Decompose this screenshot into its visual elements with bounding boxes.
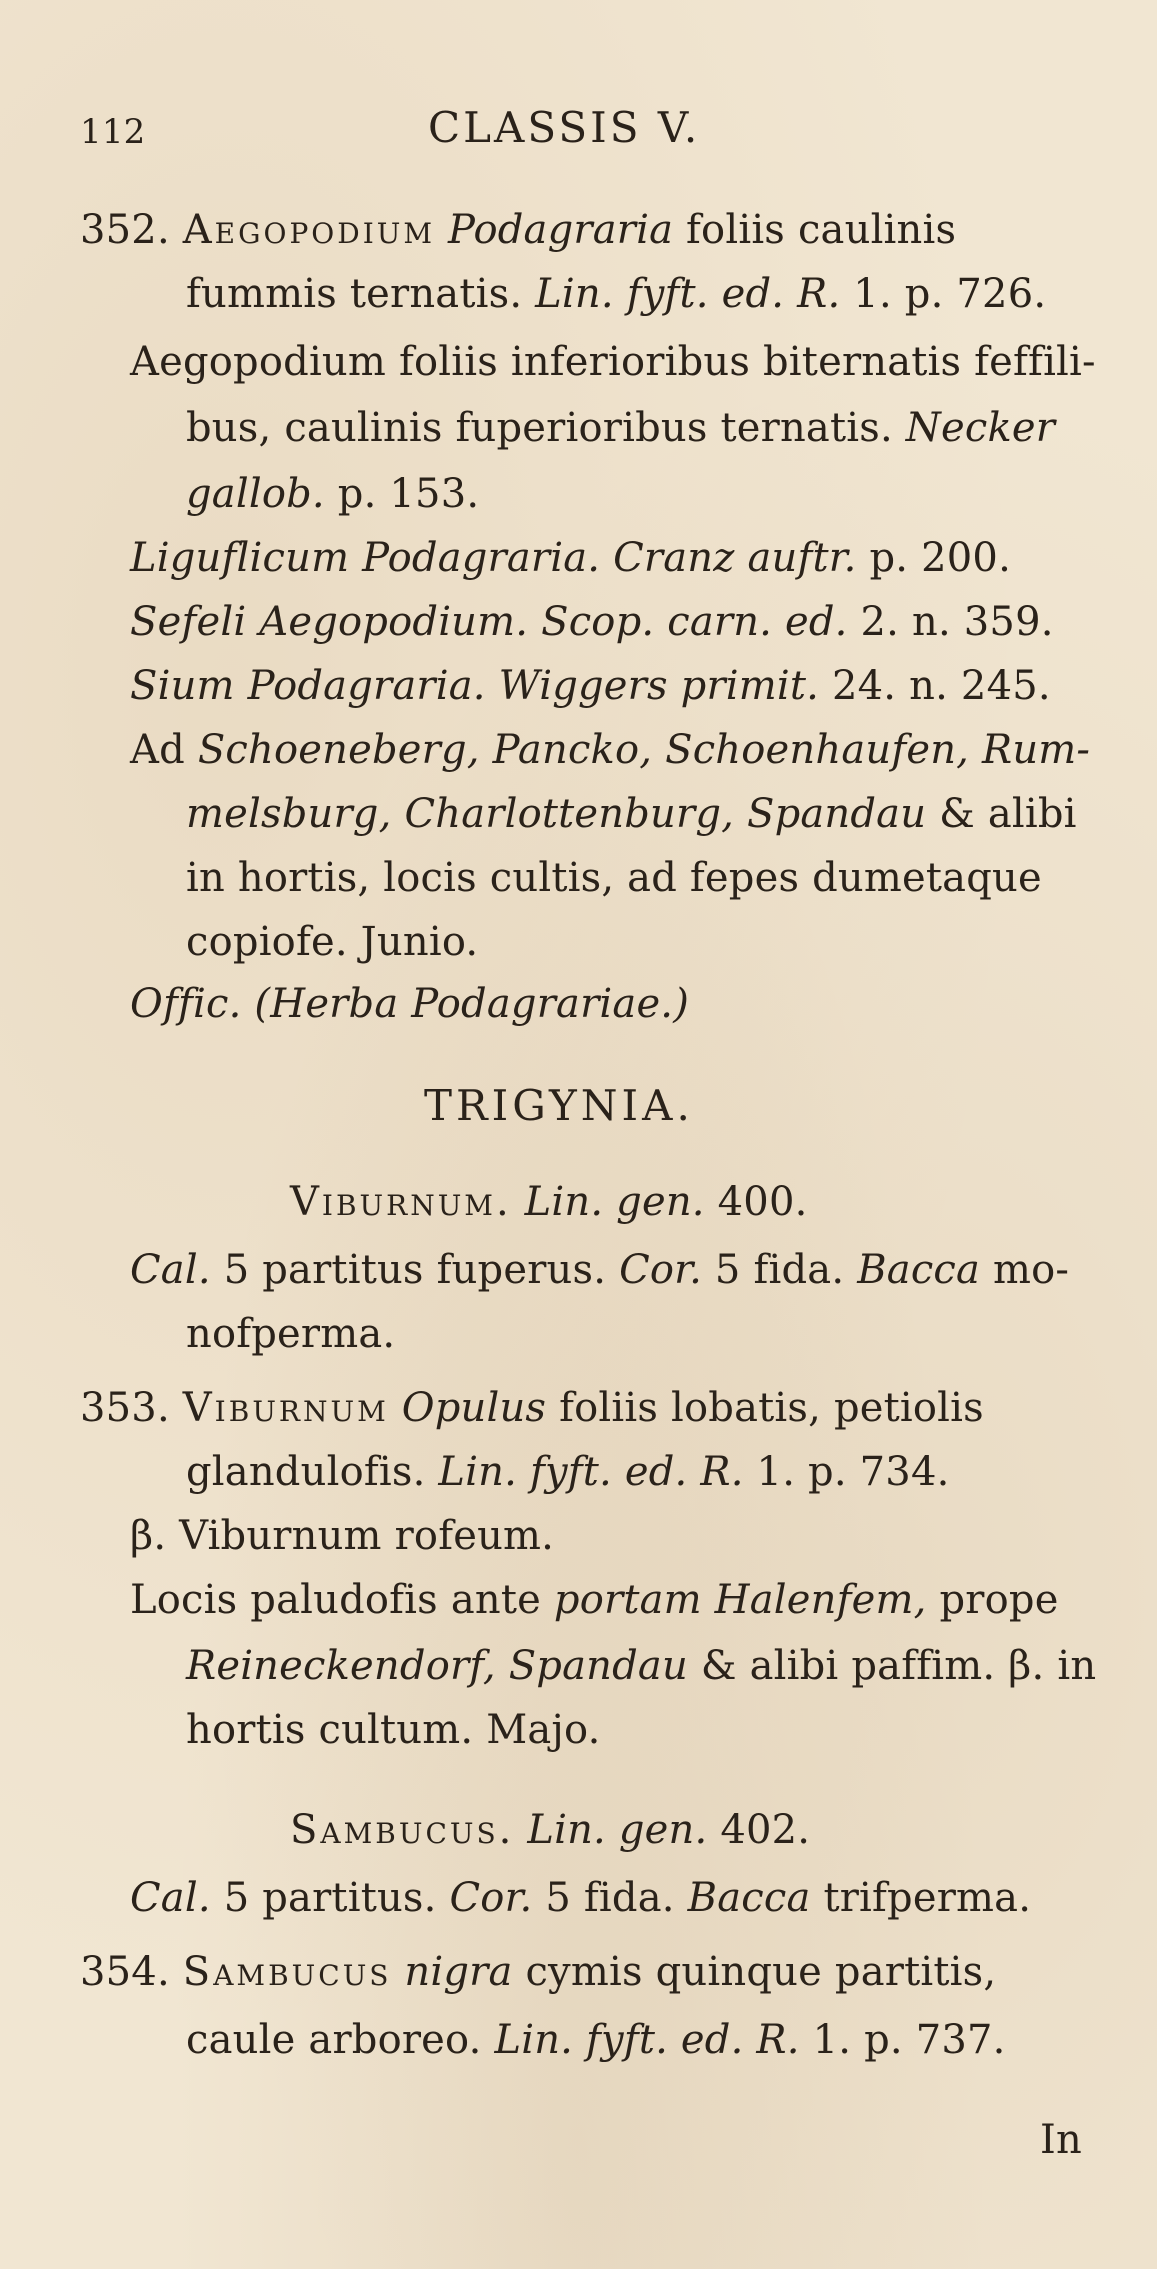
- catchword: In: [1040, 2117, 1082, 2163]
- reference: gallob.: [186, 471, 325, 517]
- text: caule arboreo.: [186, 2017, 482, 2063]
- text: glandulofis.: [186, 1449, 426, 1495]
- reference: Lin. fyft. ed. R.: [494, 2017, 800, 2063]
- synonym-1-line-2: [186, 404, 1055, 452]
- text: mo-: [993, 1247, 1070, 1293]
- reference-page: 1. p. 726.: [853, 271, 1047, 317]
- locality-353-line-1: [130, 1576, 1059, 1624]
- viburnum-character-line-1: [130, 1246, 1069, 1294]
- label: Bacca: [857, 1247, 981, 1293]
- text: 5 fida.: [714, 1247, 845, 1293]
- genus-name: Sambucus.: [290, 1807, 515, 1853]
- reference-page: p. 200.: [869, 535, 1011, 581]
- reference: Lin. fyft. ed. R.: [535, 271, 841, 317]
- label: Cor.: [619, 1247, 702, 1293]
- reference-page: 402.: [720, 1807, 811, 1853]
- reference-page: 1. p. 734.: [756, 1449, 950, 1495]
- entry-352-line-2: [186, 270, 1046, 318]
- text: & alibi paffim.: [700, 1643, 996, 1689]
- synonym-3: [130, 598, 1054, 646]
- synonym-name: Liguflicum Podagraria. Cranz auftr.: [130, 535, 857, 581]
- entry-number: 354.: [80, 1949, 170, 1995]
- locality-line-3: in hortis, locis cultis, ad fepes dumetaque: [186, 855, 1042, 901]
- genus-name: Aegopodium: [182, 207, 436, 253]
- description: foliis lobatis, petiolis: [559, 1385, 984, 1431]
- synonym-2: [130, 534, 1011, 582]
- entry-number: 353.: [80, 1385, 170, 1431]
- sambucus-character-line: [130, 1874, 1031, 1922]
- synonym-name: Sefeli Aegopodium. Scop. carn. ed.: [130, 599, 848, 645]
- reference-page: 2. n. 359.: [860, 599, 1054, 645]
- entry-352-line-1: [80, 206, 956, 254]
- text: 5 partitus fuperus.: [223, 1247, 607, 1293]
- label: Cor.: [449, 1875, 533, 1921]
- species-name: nigra: [404, 1949, 513, 1995]
- text: prope: [939, 1577, 1059, 1623]
- label: Bacca: [687, 1875, 811, 1921]
- place-names: Schoeneberg, Pancko, Schoenhaufen, Rum-: [197, 727, 1091, 773]
- reference: Lin. gen.: [527, 1807, 708, 1853]
- species-name: Podagraria: [447, 207, 674, 253]
- reference: Lin. gen.: [524, 1179, 705, 1225]
- label: Cal.: [130, 1247, 211, 1293]
- locality-353-line-3: hortis cultum. Majo.: [186, 1707, 601, 1753]
- viburnum-character-line-2: nofperma.: [186, 1311, 396, 1357]
- place-names: melsburg, Charlottenburg, Spandau: [186, 791, 927, 837]
- genus-name: Viburnum: [182, 1385, 389, 1431]
- synonym-4: [130, 662, 1051, 710]
- locality-line-1: [130, 726, 1090, 774]
- variety-line: β. Viburnum rofeum.: [130, 1513, 555, 1559]
- running-title: CLASSIS V.: [428, 103, 701, 152]
- entry-353-line-1: [80, 1384, 984, 1432]
- text: trifperma.: [823, 1875, 1032, 1921]
- locality-line-2: [186, 790, 1077, 838]
- text: 5 fida.: [545, 1875, 675, 1921]
- text: Locis paludofis ante: [130, 1577, 541, 1623]
- locality-353-line-2: [186, 1642, 1096, 1690]
- genus-name: Sambucus: [182, 1949, 392, 1995]
- description: foliis caulinis: [686, 207, 957, 253]
- text: β. in: [1008, 1643, 1097, 1689]
- locality-line-4: copiofe. Junio.: [186, 919, 479, 965]
- section-title: TRIGYNIA.: [424, 1081, 694, 1130]
- place-names: Reineckendorf, Spandau: [186, 1643, 688, 1689]
- entry-354-line-1: [80, 1948, 996, 1996]
- synonym-1-line-3: [186, 470, 479, 518]
- entry-353-line-2: [186, 1448, 950, 1496]
- description: cymis quinque partitis,: [525, 1949, 997, 1995]
- label: Cal.: [130, 1875, 211, 1921]
- place-names: portam Halenfem,: [553, 1577, 927, 1623]
- species-name: Opulus: [401, 1385, 547, 1431]
- viburnum-genus-heading: [290, 1178, 808, 1226]
- text: & alibi: [939, 791, 1077, 837]
- reference-page: 24. n. 245.: [832, 663, 1051, 709]
- text: 5 partitus.: [223, 1875, 437, 1921]
- synonym-1-line-1: Aegopodium foliis inferioribus biternatis feffili-: [130, 339, 1096, 385]
- entry-354-line-2: [186, 2016, 1006, 2064]
- reference-page: p. 153.: [337, 471, 480, 517]
- genus-name: Viburnum.: [290, 1179, 512, 1225]
- entry-number: 352.: [80, 207, 170, 253]
- text: bus, caulinis fuperioribus ternatis.: [186, 405, 893, 451]
- reference-page: 400.: [717, 1179, 808, 1225]
- officinal-note: Offic. (Herba Podagrariae.): [130, 981, 690, 1027]
- reference-page: 1. p. 737.: [812, 2017, 1006, 2063]
- synonym-name: Sium Podagraria. Wiggers primit.: [130, 663, 820, 709]
- page-number: 112: [80, 112, 146, 152]
- sambucus-genus-heading: [290, 1806, 810, 1854]
- text: Ad: [130, 727, 185, 773]
- text: fummis ternatis.: [186, 271, 523, 317]
- author: Necker: [905, 405, 1056, 451]
- reference: Lin. fyft. ed. R.: [438, 1449, 744, 1495]
